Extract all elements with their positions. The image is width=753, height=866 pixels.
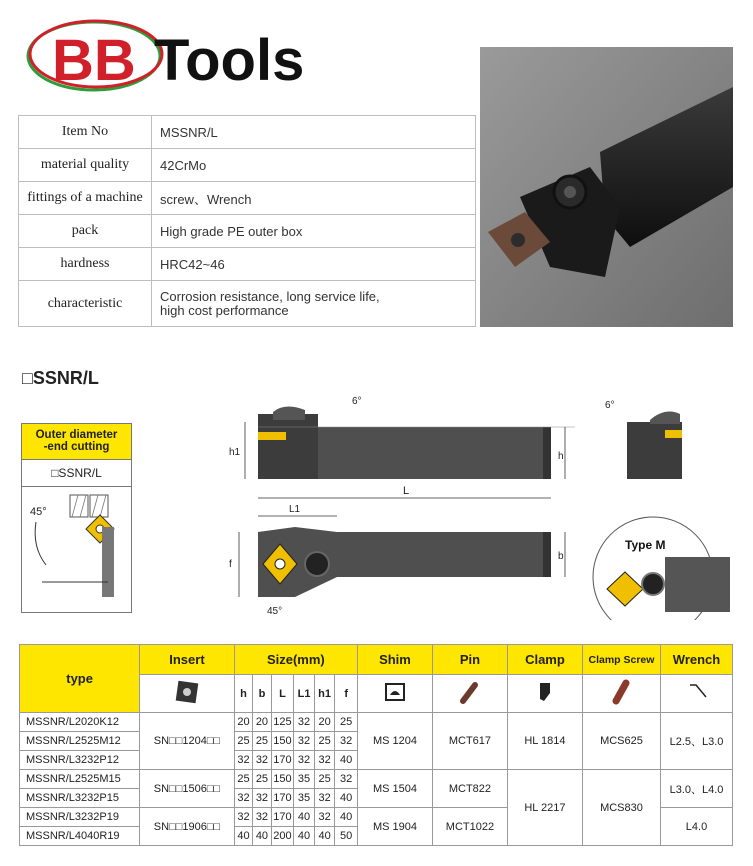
clamp-header: Clamp (507, 645, 582, 675)
dim-col-l: L (271, 675, 294, 713)
pin-icon (432, 675, 507, 713)
product-table (19, 644, 733, 846)
size-header: Size(mm) (234, 645, 357, 675)
value-cell: 32 (234, 751, 252, 770)
value-cell: 35 (294, 770, 315, 789)
clamp-screw-cell: MCS830 (582, 770, 660, 846)
clamp-cell: HL 1814 (507, 713, 582, 770)
shim-cell: MS 1904 (357, 808, 432, 846)
value-cell: 150 (271, 770, 294, 789)
value-cell: 32 (253, 789, 271, 808)
bbtools-logo (22, 18, 322, 98)
value-cell: 20 (253, 713, 271, 732)
spec-row (19, 182, 476, 215)
shim-cell: MS 1504 (357, 770, 432, 808)
dim-f-label: f (229, 559, 232, 570)
angle-side-label: 6° (605, 400, 615, 411)
value-cell: 32 (294, 751, 315, 770)
technical-drawing (225, 392, 735, 620)
cutting-diagram (22, 487, 131, 612)
dim-l1-label: L1 (289, 504, 301, 515)
value-cell: 170 (271, 751, 294, 770)
value-cell: 25 (234, 732, 252, 751)
tool-holder-image (480, 47, 733, 327)
spec-key: material quality (19, 149, 152, 182)
value-cell: 32 (335, 732, 358, 751)
wrench-cell: L4.0 (661, 808, 733, 846)
clamp-screw-icon (582, 675, 660, 713)
value-cell: 32 (335, 770, 358, 789)
product-photo (480, 47, 733, 327)
value-cell: 40 (294, 827, 315, 846)
pin-cell: MCT617 (432, 713, 507, 770)
dim-col-h1: h1 (314, 675, 335, 713)
series-title: □SSNR/L (22, 368, 99, 388)
insert-header: Insert (140, 645, 235, 675)
spec-value: 42CrMo (152, 149, 476, 182)
dim-h-label: h (558, 451, 564, 462)
logo-bb: BB (52, 28, 136, 93)
value-cell: 40 (314, 827, 335, 846)
table-row (20, 770, 733, 789)
type-cell: MSSNR/L2020K12 (20, 713, 140, 732)
spec-value: screw、Wrench (152, 182, 476, 215)
pin-cell: MCT1022 (432, 808, 507, 846)
value-cell: 32 (314, 808, 335, 827)
application-angle: 45° (30, 506, 47, 518)
type-cell: MSSNR/L3232P12 (20, 751, 140, 770)
value-cell: 40 (253, 827, 271, 846)
spec-row (19, 248, 476, 281)
value-cell: 25 (253, 770, 271, 789)
spec-value (152, 281, 476, 327)
value-cell: 40 (234, 827, 252, 846)
dim-col-l1: L1 (294, 675, 315, 713)
clamp-screw-header: Clamp Screw (582, 645, 660, 675)
value-cell: 40 (335, 808, 358, 827)
application-box (21, 423, 132, 613)
value-cell: 170 (271, 808, 294, 827)
wrench-cell: L3.0、L4.0 (661, 770, 733, 808)
type-cell: MSSNR/L2525M12 (20, 732, 140, 751)
clamp-icon (507, 675, 582, 713)
value-cell: 170 (271, 789, 294, 808)
logo-tools: Tools (154, 28, 305, 93)
dim-b-label: b (558, 551, 564, 562)
value-cell: 32 (314, 751, 335, 770)
dim-col-f: f (335, 675, 358, 713)
dim-col-h: h (234, 675, 252, 713)
spec-value-line1: Corrosion resistance, long service life, (160, 288, 380, 304)
type-header: type (20, 645, 140, 713)
dim-col-b: b (253, 675, 271, 713)
spec-value: HRC42~46 (152, 248, 476, 281)
value-cell: 150 (271, 732, 294, 751)
value-cell: 40 (335, 751, 358, 770)
angle-bottom-label: 45° (267, 606, 283, 617)
spec-key: pack (19, 215, 152, 248)
pin-cell: MCT822 (432, 770, 507, 808)
value-cell: 25 (314, 770, 335, 789)
value-cell: 32 (234, 789, 252, 808)
value-cell: 32 (314, 789, 335, 808)
value-cell: 32 (294, 713, 315, 732)
spec-row (19, 215, 476, 248)
clamp-screw-cell: MCS625 (582, 713, 660, 770)
value-cell: 25 (314, 732, 335, 751)
dim-l-label: L (403, 485, 410, 497)
shim-icon (357, 675, 432, 713)
value-cell: 32 (294, 732, 315, 751)
wrench-cell: L2.5、L3.0 (661, 713, 733, 770)
value-cell: 125 (271, 713, 294, 732)
value-cell: 20 (314, 713, 335, 732)
insert-cell: SN□□1906□□ (140, 808, 235, 846)
value-cell: 40 (335, 789, 358, 808)
type-m-label: Type M (625, 538, 666, 552)
value-cell: 25 (335, 713, 358, 732)
type-cell: MSSNR/L2525M15 (20, 770, 140, 789)
application-header-line1: Outer diameter (35, 429, 118, 441)
value-cell: 32 (253, 751, 271, 770)
application-header (22, 424, 131, 460)
type-cell: MSSNR/L3232P19 (20, 808, 140, 827)
spec-key: characteristic (19, 281, 152, 327)
shim-cell: MS 1204 (357, 713, 432, 770)
spec-row (19, 116, 476, 149)
spec-key: fittings of a machine (19, 182, 152, 215)
wrench-icon (661, 675, 733, 713)
value-cell: 40 (294, 808, 315, 827)
insert-cell: SN□□1204□□ (140, 713, 235, 770)
value-cell: 25 (253, 732, 271, 751)
spec-value-line2: high cost performance (160, 302, 289, 318)
spec-table (18, 115, 476, 327)
dim-h1-label: h1 (229, 447, 241, 458)
spec-key: hardness (19, 248, 152, 281)
logo-graphic (22, 18, 322, 98)
value-cell: 20 (234, 713, 252, 732)
insert-cell: SN□□1506□□ (140, 770, 235, 808)
value-cell: 32 (234, 808, 252, 827)
spec-row (19, 149, 476, 182)
value-cell: 200 (271, 827, 294, 846)
type-cell: MSSNR/L4040R19 (20, 827, 140, 846)
application-header-line2: -end cutting (43, 441, 110, 453)
clamp-cell: HL 2217 (507, 770, 582, 846)
table-row (20, 713, 733, 732)
pin-header: Pin (432, 645, 507, 675)
value-cell: 35 (294, 789, 315, 808)
value-cell: 25 (234, 770, 252, 789)
spec-value: MSSNR/L (152, 116, 476, 149)
application-subtitle: □SSNR/L (22, 460, 131, 487)
wrench-header: Wrench (661, 645, 733, 675)
spec-key: Item No (19, 116, 152, 149)
value-cell: 50 (335, 827, 358, 846)
type-cell: MSSNR/L3232P15 (20, 789, 140, 808)
insert-icon (140, 675, 235, 713)
shim-header: Shim (357, 645, 432, 675)
angle-top-label: 6° (352, 396, 362, 407)
spec-value: High grade PE outer box (152, 215, 476, 248)
value-cell: 32 (253, 808, 271, 827)
spec-row (19, 281, 476, 327)
